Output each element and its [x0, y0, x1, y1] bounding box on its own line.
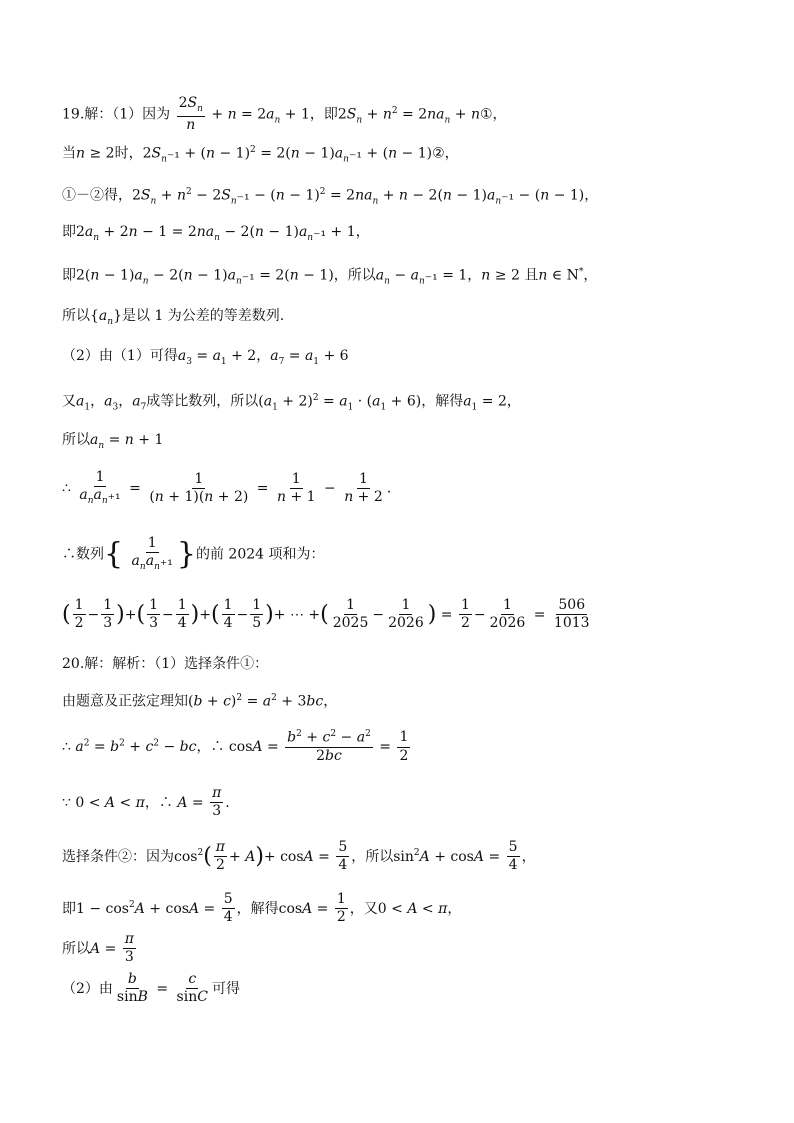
- p19-line-10: ∴ $\frac{1}{a_na_n_{+1}}$ = $\frac{1}{(n + 1)(n + 2)}$ = $\frac{1}{n + 1}$ − $\frac{1}{n + 2}$ .: [62, 469, 392, 507]
- p19-line-2: 当n ≥ 2时，$2S_n_{-1} + (n - 1)^2 = 2(n - 1)a_n_{-1} + (n$ − 1)②，: [62, 145, 459, 165]
- p19-line-3: ①－②得，$2S_n + n^2 - 2S_n_{-1} - (n - 1)^2 = 2na_n + n - 2(n - 1)a_n_{-1} - (n - 1)$，: [62, 187, 599, 207]
- p20-line-6: 即$1 - \cos^2A + \cos A$ = $\frac{5}{4}$ ，解得cosA = $\frac{1}{2}$ ，又0 < A < π，: [62, 891, 462, 926]
- p19-line-11: ∴数列{ $\frac{1}{a_na_n_{+1}}$ }的前 2024 项和为：: [62, 535, 325, 573]
- p20-line-2: 由题意及正弦定理知$(b + c)^2 = a^2 + 3bc$，: [62, 693, 338, 710]
- p19-line-6: 所以$\{a_n\}$是以 1 为公差的等差数列.: [62, 308, 285, 327]
- p19-line-12: ( $\frac{1}{2}$ − $\frac{1}{3}$ )+( $\frac{1}{3}$ − $\frac{1}{4}$ )+( $\frac{1}{4}$ − $\frac{1}{5}$ )+ ⋯ +( $\frac{1}{2025}$ − $\frac{1}{2026}$ ) = $\frac{1}{2}$ − $\frac{1}{2026}$ = $\frac{506}{1013}$: [62, 597, 590, 632]
- p20-line-1: 20.解：解析：（1）选择条件①：: [62, 656, 269, 672]
- p19-line-1: 19.解：（1）因为 $\frac{2S_n}{n}$ + $n = 2a_n + 1$，即$2S_n + n^2 = 2na_n$ + n①，: [62, 95, 507, 133]
- p19-line-8: 又$a_1$，$a_3$，$a_7$成等比数列，所以$(a_1 + 2)^2 = a_1 \cdot (a_1 + 6)$，解得$a_1 = 2$，: [62, 393, 521, 413]
- p20-line-4: ∵ 0 < A < π，∴ A = $\frac{\pi}{3}$ .: [62, 785, 230, 820]
- p20-line-8: （2）由 $\frac{b}{\sin B}$ = $\frac{c}{\sin C}$ 可得: [62, 971, 240, 1006]
- p19-line-9: 所以$a_n = n + 1$: [62, 432, 164, 451]
- fraction: $\frac{2S_n}{n}$: [178, 95, 203, 133]
- p19-line-5: 即$2(n - 1)a_n - 2(n - 1)a_n_{-1} = 2(n - 1)$，所以$a_n - a_n_{-1} = 1$，n ≥ 2 且n ∈ N*，: [62, 267, 598, 287]
- p20-line-7: 所以A = $\frac{\pi}{3}$: [62, 931, 134, 966]
- p19-line-4: 即$2a_n + 2n - 1 = 2na_n - 2(n - 1)a_n_{-1} + 1$，: [62, 224, 370, 243]
- p20-line-3: ∴ $a^2 = b^2 + c^2$ − bc，∴ cosA = $\frac{b^2 + c^2 - a^2}{2bc}$ = $\frac{1}{2}$: [62, 729, 409, 765]
- p19-line-7: （2）由（1）可得$a_3 = a_1 + 2$，$a_7 = a_1 + 6$: [62, 348, 349, 367]
- p20-line-5: 选择条件②：因为$\cos^2$( $\frac{\pi}{2}$ + A)+ cosA = $\frac{5}{4}$ ，所以$\sin^2A + \cos A$ = $\frac{5}{4}$ ，: [62, 839, 536, 874]
